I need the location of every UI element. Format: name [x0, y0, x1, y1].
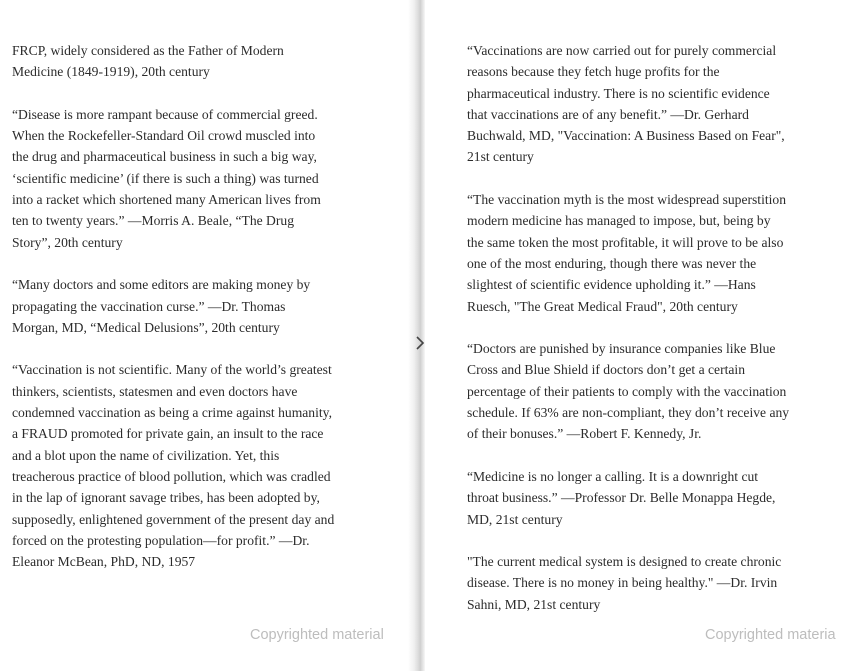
right-paragraph-1 — [467, 40, 789, 168]
text-line: the drug and pharmaceutical business in such a big way, — [12, 149, 317, 165]
right-page-text — [467, 40, 789, 636]
right-paragraph-4 — [467, 466, 789, 530]
text-line: slightest of scientific evidence upholding it.” —Hans — [467, 277, 756, 293]
text-line: “Many doctors and some editors are making money by — [12, 277, 311, 293]
text-line: Story”, 20th century — [12, 234, 123, 250]
text-line: schedule. If 63% are non-compliant, they don’t receive any — [467, 405, 790, 421]
text-line: "The current medical system is designed to create chronic — [467, 554, 782, 570]
text-line: of their bonuses.” —Robert F. Kennedy, Jr. — [467, 426, 702, 442]
left-page — [0, 0, 410, 671]
text-line: the same token the most profitable, it will prove to be also — [467, 234, 784, 250]
right-page — [425, 0, 849, 671]
chevron-right-icon[interactable] — [414, 334, 426, 352]
text-line: “Doctors are punished by insurance companies like Blue — [467, 341, 776, 357]
text-line: Morgan, MD, “Medical Delusions”, 20th century — [12, 319, 280, 335]
left-page-text — [12, 40, 334, 594]
text-line: disease. There is no money in being healthy." —Dr. Irvin — [467, 575, 778, 591]
text-line: Ruesch, "The Great Medical Fraud", 20th century — [467, 298, 738, 314]
text-line: FRCP, widely considered as the Father of Modern — [12, 43, 284, 58]
left-page-footer: Copyrighted material — [250, 627, 384, 643]
text-line: condemned vaccination as being a crime against humanity, — [12, 405, 332, 421]
text-line: and a blot upon the name of civilization. Yet, this — [12, 447, 280, 463]
text-line: Medicine (1849-1919), 20th century — [12, 64, 210, 80]
text-line: MD, 21st century — [467, 511, 563, 527]
text-line: “Medicine is no longer a calling. It is a downright cut — [467, 468, 759, 484]
text-line: Eleanor McBean, PhD, ND, 1957 — [12, 554, 196, 570]
text-line: Sahni, MD, 21st century — [467, 596, 601, 612]
text-line: forced on the protesting population—for profit.” —Dr. — [12, 532, 310, 548]
text-line: propagating the vaccination curse.” —Dr. Thomas — [12, 298, 286, 314]
text-line: one of the most enduring, though there was never the — [467, 255, 757, 271]
right-paragraph-3 — [467, 338, 789, 444]
right-paragraph-5 — [467, 551, 789, 615]
text-line: a FRAUD promoted for private gain, an insult to the race — [12, 426, 324, 442]
text-line: in the lap of ignorant savage tribes, has been adopted by, — [12, 490, 320, 506]
text-line: ten to twenty years.” —Morris A. Beale, “The Drug — [12, 213, 294, 229]
left-paragraph-2 — [12, 104, 334, 253]
text-line: modern medicine has managed to impose, but, being by — [467, 213, 771, 229]
text-line: percentage of their patients to comply with the vaccination — [467, 383, 787, 399]
text-line: throat business.” —Professor Dr. Belle Monappa Hegde, — [467, 490, 776, 506]
text-line: Buchwald, MD, "Vaccination: A Business Based on Fear", — [467, 128, 785, 144]
text-line: “Vaccination is not scientific. Many of the world’s greatest — [12, 362, 332, 378]
right-page-footer: Copyrighted materia — [705, 627, 836, 643]
text-line: pharmaceutical industry. There is no scientific evidence — [467, 85, 770, 101]
left-paragraph-3 — [12, 274, 334, 338]
text-line: Cross and Blue Shield if doctors don’t get a certain — [467, 362, 745, 378]
text-line: into a racket which shortened many American lives from — [12, 192, 321, 208]
right-paragraph-2 — [467, 189, 789, 317]
text-line: that vaccinations are of any benefit.” —Dr. Gerhard — [467, 106, 749, 122]
text-line: “Vaccinations are now carried out for purely commercial — [467, 43, 777, 58]
text-line: 21st century — [467, 149, 534, 165]
chevron-right-icon-svg — [414, 334, 426, 352]
text-line: reasons because they fetch huge profits for the — [467, 64, 720, 80]
text-line: thinkers, scientists, statesmen and even doctors have — [12, 383, 298, 399]
text-line: supposedly, enlightened government of the present day and — [12, 511, 335, 527]
text-line: When the Rockefeller-Standard Oil crowd muscled into — [12, 128, 316, 144]
left-paragraph-4 — [12, 359, 334, 572]
text-line: treacherous practice of blood pollution, which was cradled — [12, 468, 331, 484]
left-paragraph-1 — [12, 40, 334, 83]
text-line: ‘scientific medicine’ (if there is such a thing) was turned — [12, 170, 319, 186]
text-line: “Disease is more rampant because of commercial greed. — [12, 106, 318, 122]
text-line: “The vaccination myth is the most widespread superstition — [467, 192, 787, 208]
